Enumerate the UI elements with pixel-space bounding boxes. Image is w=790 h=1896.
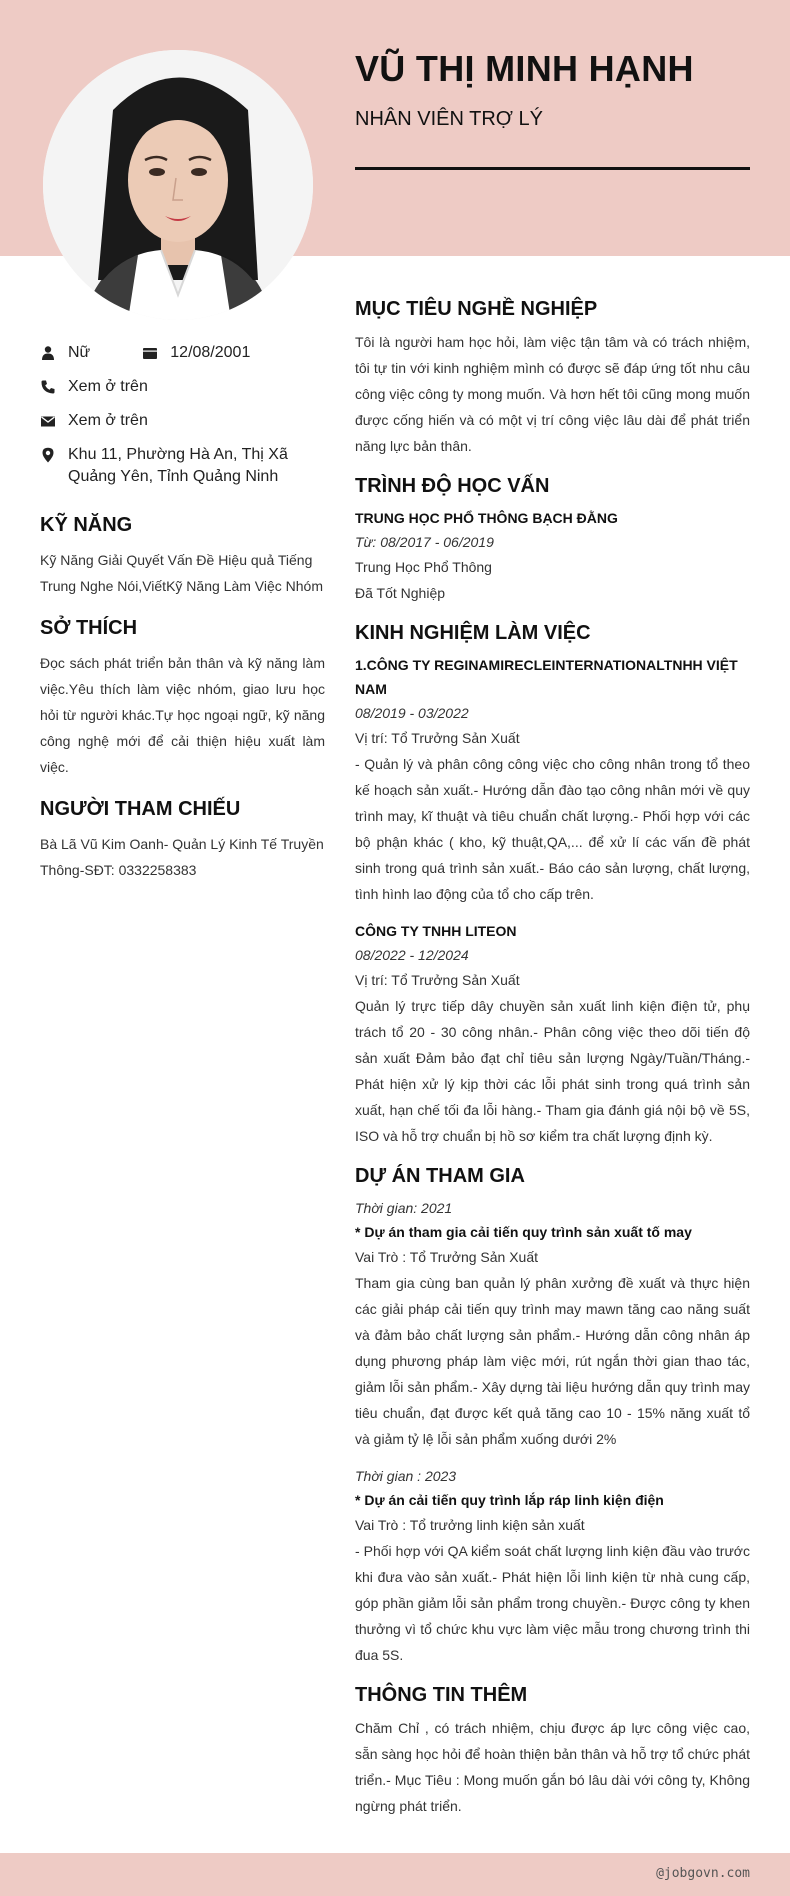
- gender-birthday-row: [40, 342, 325, 364]
- location-icon: [40, 447, 56, 463]
- project-description: Tham gia cùng ban quản lý phân xưởng đề xuất và thực hiện các giải pháp cải tiến quy trình may mawn tăng cao năng suất và đảm bảo chất lượng sản phẩm.- Hướng dẫn công nhân áp dụng phương pháp làm việc mới, rút ngắn thời gian thao tác, giảm lỗi sản phẩm.- Xây dựng tài liệu hướng dẫn quy trình may tiêu chuẩn, đạt được kết quả tăng cao 10 - 15% năng xuất tổ và giảm tỷ lệ lỗi sản phẩm xuống dưới 2%: [355, 1275, 750, 1447]
- project-time: Thời gian : 2023: [355, 1468, 457, 1484]
- right-column: [355, 298, 750, 1835]
- experience-item: [355, 653, 750, 907]
- project-item: [355, 1196, 750, 1452]
- references-text: Bà Lã Vũ Kim Oanh- Quản Lý Kinh Tế Truyền Thông-SĐT: 0332258383: [40, 836, 324, 878]
- education-heading: TRÌNH ĐỘ HỌC VẤN: [355, 475, 550, 497]
- email-row: [40, 410, 325, 432]
- job-description: - Quản lý và phân công công việc cho công nhân trong tổ theo kế hoạch sản xuất.- Hướng dẫn đào tạo công nhân mới về quy trình may, kĩ thuật và tiêu chuẩn chất lượng.- Phối hợp với các bộ phận khác ( kho, kỹ thuật,QA,... để xử lí các vấn đề phát sinh trong quá trình sản xuất.- Báo cáo sản lượng, chất lượng, tình hình lao động của tổ cho cấp trên.: [355, 756, 750, 902]
- hobbies-text: Đọc sách phát triển bản thân và kỹ năng làm việc.Yêu thích làm việc nhóm, giao lưu học hỏi từ người khác.Tự học ngoại ngữ, kỹ năng công nghệ mới để cải thiện hiệu xuất làm việc.: [40, 655, 325, 775]
- experience-item: [355, 919, 750, 1149]
- skills-text: Kỹ Năng Giải Quyết Vấn Đề Hiệu quả Tiếng Trung Nghe Nói,ViếtKỹ Năng Làm Việc Nhóm: [40, 552, 323, 594]
- objective-text: Tôi là người ham học hỏi, làm việc tận tâm và có trách nhiệm, tôi tự tin với kinh nghiệm mình có được sẽ đáp ứng tốt nhu câu công việc công ty mong muốn. Và hơn hết tôi cũng mong muốn được cống hiến và có một vị trí công việc lâu dài để phát triển năng lực bản thân.: [355, 334, 750, 454]
- job-role: Vị trí: Tổ Trưởng Sản Xuất: [355, 972, 520, 988]
- birthday-text: 12/08/2001: [170, 344, 251, 361]
- school-name: TRUNG HỌC PHỔ THÔNG BẠCH ĐẰNG: [355, 510, 618, 526]
- education-period: Từ: 08/2017 - 06/2019: [355, 534, 494, 550]
- calendar-icon: [142, 345, 158, 361]
- candidate-name: VŨ THỊ MINH HẠNH: [355, 48, 694, 89]
- project-role: Vai Trò : Tổ Trưởng Sản Xuất: [355, 1249, 539, 1265]
- project-time: Thời gian: 2021: [355, 1200, 453, 1216]
- job-role: Vị trí: Tổ Trưởng Sản Xuất: [355, 730, 520, 746]
- phone-row: [40, 376, 325, 398]
- references-heading: NGƯỜI THAM CHIẾU: [40, 798, 241, 820]
- objective-section: [355, 298, 750, 459]
- title-divider: [355, 167, 750, 170]
- job-title: NHÂN VIÊN TRỢ LÝ: [355, 108, 543, 130]
- profile-photo: [43, 50, 313, 320]
- phone-text: Xem ở trên: [68, 378, 148, 395]
- email-icon: [40, 413, 56, 429]
- left-column: [40, 342, 325, 883]
- gender-item: [40, 342, 90, 364]
- hobbies-heading: SỞ THÍCH: [40, 617, 138, 639]
- projects-heading: DỰ ÁN THAM GIA: [355, 1165, 525, 1187]
- job-period: 08/2022 - 12/2024: [355, 947, 469, 963]
- person-icon: [40, 345, 56, 361]
- email-text: Xem ở trên: [68, 412, 148, 429]
- project-item: [355, 1464, 750, 1668]
- gender-text: Nữ: [68, 344, 91, 361]
- additional-heading: THÔNG TIN THÊM: [355, 1684, 528, 1706]
- project-name: * Dự án tham gia cải tiến quy trình sản xuất tố may: [355, 1224, 692, 1240]
- birthday-item: [142, 342, 250, 364]
- additional-text: Chăm Chỉ , có trách nhiệm, chịu được áp lực công việc cao, sẵn sàng học hỏi để hoàn thiện bản thân và hỗ trợ tổ chức phát triển.- Mục Tiêu : Mong muốn gắn bó lâu dài với công ty, Không ngừng phát triển.: [355, 1720, 750, 1814]
- address-text: Khu 11, Phường Hà An, Thị Xã Quảng Yên, Tỉnh Quảng Ninh: [68, 446, 288, 485]
- job-description: Quản lý trực tiếp dây chuyền sản xuất linh kiện điện tử, phụ trách tổ 20 - 30 công nhân.- Phân công việc theo dõi tiến độ sản xuất Đảm bảo đạt chỉ tiêu sản lượng Ngày/Tuần/Tháng.- Phát hiện xử lý kịp thời các lỗi phát sinh trong quá trình sản xuất, hạn chế tối đa lỗi hàng.- Tham gia đánh giá nội bộ về 5S, ISO và hỗ trợ chuẩn bị hồ sơ kiểm tra chất lượng định kỳ.: [355, 998, 750, 1144]
- project-name: * Dự án cải tiến quy trình lắp ráp linh kiện điện: [355, 1492, 664, 1508]
- company-name: 1.CÔNG TY REGINAMIRECLEINTERNATIONALTNHH VIỆT NAM: [355, 657, 738, 697]
- phone-icon: [40, 379, 56, 395]
- projects-section: [355, 1165, 750, 1668]
- skills-heading: KỸ NĂNG: [40, 514, 133, 536]
- company-name: CÔNG TY TNHH LITEON: [355, 923, 517, 939]
- education-status: Đã Tốt Nghiệp: [355, 585, 446, 601]
- job-period: 08/2019 - 03/2022: [355, 705, 469, 721]
- project-role: Vai Trò : Tổ trưởng linh kiện sản xuất: [355, 1517, 585, 1533]
- project-description: - Phối hợp với QA kiểm soát chất lượng linh kiện đầu vào trước khi đưa vào sản xuất.- Phát hiện lỗi linh kiện từ nhà cung cấp, góp phần giảm lỗi sản phẩm trong chuyền.- Được công ty khen thưởng vì tổ chức khu vực làm việc mẫu trong chương trình thi đua 5S.: [355, 1543, 750, 1663]
- address-row: [40, 444, 325, 488]
- additional-section: [355, 1684, 750, 1819]
- education-level: Trung Học Phổ Thông: [355, 559, 492, 575]
- experience-section: [355, 622, 750, 1149]
- watermark: @jobgovn.com: [656, 1866, 750, 1881]
- objective-heading: MỤC TIÊU NGHỀ NGHIỆP: [355, 298, 598, 320]
- education-section: [355, 475, 750, 606]
- experience-heading: KINH NGHIỆM LÀM VIỆC: [355, 622, 591, 644]
